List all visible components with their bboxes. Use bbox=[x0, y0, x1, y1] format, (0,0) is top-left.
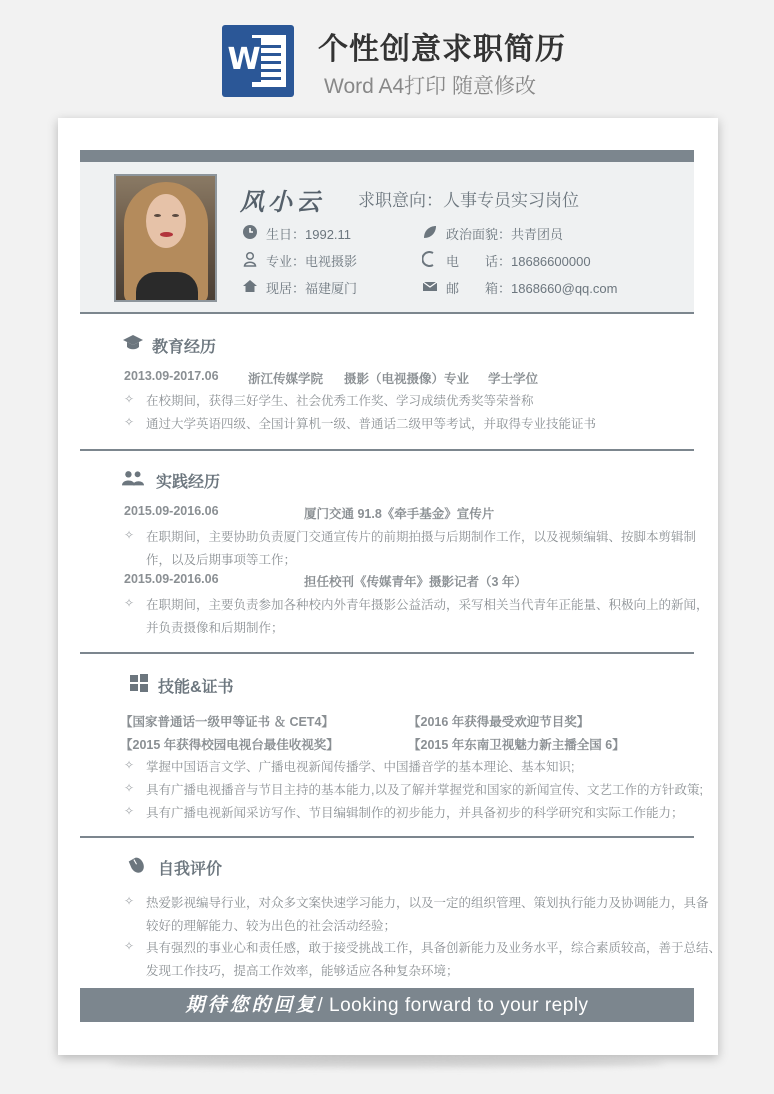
section-divider bbox=[80, 312, 694, 314]
word-logo-letter: W bbox=[227, 38, 261, 82]
phone-icon bbox=[422, 251, 438, 267]
practice-date-1: 2015.09-2016.06 bbox=[124, 504, 219, 518]
skill-bullet-2: 具有广播电视播音与节目主持的基本能力,以及了解并掌握党和国家的新闻宣传、文艺工作的方针政策; bbox=[146, 783, 703, 797]
practice-line-1b: 作，以及后期事项等工作； bbox=[146, 553, 297, 567]
mail-icon bbox=[422, 278, 438, 294]
practice-line-2b: 并负责摄像和后期制作； bbox=[146, 621, 284, 635]
cert-1: 【国家普通话一级甲等证书 ＆ CET4】 bbox=[120, 715, 334, 729]
bullet-icon: ✧ bbox=[124, 804, 135, 818]
bullet-icon: ✧ bbox=[124, 894, 135, 908]
candidate-name: 风小云 bbox=[240, 187, 324, 216]
user-icon bbox=[242, 251, 258, 267]
footer-cn: 期待您的回复 bbox=[185, 994, 318, 1016]
bullet-icon: ✧ bbox=[124, 392, 135, 406]
leaf-icon bbox=[422, 224, 438, 240]
word-logo-icon bbox=[222, 25, 294, 97]
residence-text: 现居：福建厦门 bbox=[266, 281, 358, 296]
profile-header bbox=[80, 162, 694, 312]
paper-shadow bbox=[110, 1058, 664, 1068]
practice-role-2: 担任校刊《传媒青年》摄影记者（3 年） bbox=[304, 575, 527, 589]
education-bullet-1: 在校期间，获得三好学生、社会优秀工作奖、学习成绩优秀奖等荣誉称 bbox=[146, 394, 534, 408]
section-divider bbox=[80, 836, 694, 838]
phone-text: 电 话：18686600000 bbox=[446, 254, 591, 269]
education-major: 摄影（电视摄像）专业 bbox=[344, 372, 470, 386]
section-divider bbox=[80, 449, 694, 451]
practice-date-2: 2015.09-2016.06 bbox=[124, 572, 219, 586]
cert-4: 【2015 年东南卫视魅力新主播全国 6】 bbox=[408, 738, 625, 752]
banner-subtitle: Word A4打印 随意修改 bbox=[324, 75, 536, 98]
graduation-cap-icon bbox=[122, 334, 144, 352]
cert-3: 【2015 年获得校园电视台最佳收视奖】 bbox=[120, 738, 339, 752]
bullet-icon: ✧ bbox=[124, 781, 135, 795]
practice-line-1a: 在职期间，主要协助负责厦门交通宣传片的前期拍摄与后期制作工作，以及视频编辑、按脚本剪辑制 bbox=[146, 530, 697, 544]
bullet-icon: ✧ bbox=[124, 758, 135, 772]
top-banner bbox=[0, 0, 774, 118]
section-divider bbox=[80, 652, 694, 654]
skill-bullet-3: 具有广播电视新闻采访写作、节目编辑制作的初步能力，并具备初步的科学研究和实际工作能力； bbox=[146, 806, 684, 820]
education-degree: 学士学位 bbox=[488, 372, 539, 386]
home-icon bbox=[242, 278, 258, 294]
education-date: 2013.09-2017.06 bbox=[124, 369, 219, 383]
practice-role-1: 厦门交通 91.8《牵手基金》宣传片 bbox=[304, 507, 495, 521]
bullet-icon: ✧ bbox=[124, 596, 135, 610]
resume-page: 风小云 求职意向：人事专员实习岗位 生日：1992.11 专业：电视摄影 现居：福建厦门 政治面貌：共青团员 电 话：18686600000 邮 箱：1868660@qq.com 教育经历 2013.09-2017.06 浙江传媒学院 摄影（电视摄像）专业 学士学位 ✧ 在校期间，获得三好学生、社会优秀工作奖、学习成绩优秀奖等荣誉称 ✧ 通过大学英语四级、全国计算机一级、普通话二级甲等考试，并取得专业技能证书 实践经历 2015.09-2016.06 厦门交通 91.8《牵手基金》宣传片 ✧ 在职期间，主要协助负责厦门交通宣传片的前期拍摄与后期制作工作，以及视频编辑、按脚本剪辑制 作，以及后期事项等工作； 2015.09-2016.06 担任校刊《传媒青年》摄影记者（3 年） ✧ 在职期间，主要负责参加各种校内外青年摄影公益活动，采写相关当代青年正能量、积极向上的新闻， 并负责摄像和后期制作； 技能&证书 【国家普通话一级甲等证书 ＆ CET4】 【2016 年获得最受欢迎节目奖】 【2015 年获得校园电视台最佳收视奖】 【2015 年东南卫视魅力新主播全国 6】 ✧ 掌握中国语言文学、广播电视新闻传播学、中国播音学的基本理论、基本知识; ✧ 具有广播电视播音与节目主持的基本能力,以及了解并掌握党和国家的新闻宣传、文艺工作的方针政策; ✧ 具有广播电视新闻采访写作、节目编辑制作的初步能力，并具备初步的科学研究和实际工作能力； 自我评价 ✧ 热爱影视编导行业，对众多文案快速学习能力，以及一定的组织管理、策划执行能力及协调能力，具备 较好的理解能力、较为出色的社会活动经验； ✧ 具有强烈的事业心和责任感，敢于接受挑战工作，具备创新能力及业务水平，综合素质较高，善于总结、 发现工作技巧，提高工作效率，能够适应各种复杂环境； 期待您的回复/ Looking forward to your reply bbox=[58, 118, 718, 1055]
birth-text: 生日：1992.11 bbox=[266, 227, 352, 242]
practice-line-2a: 在职期间，主要负责参加各种校内外青年摄影公益活动，采写相关当代青年正能量、积极向上的新闻， bbox=[146, 598, 709, 612]
bullet-icon: ✧ bbox=[124, 939, 135, 953]
self-line-1b: 较好的理解能力、较为出色的社会活动经验； bbox=[146, 919, 397, 933]
email-text: 邮 箱：1868660@qq.com bbox=[446, 281, 618, 296]
job-intent: 求职意向：人事专员实习岗位 bbox=[358, 191, 579, 210]
self-line-2a: 具有强烈的事业心和责任感，敢于接受挑战工作，具备创新能力及业务水平，综合素质较高，善于总结、 bbox=[146, 941, 722, 955]
cert-2: 【2016 年获得最受欢迎节目奖】 bbox=[408, 715, 590, 729]
footer-en: / Looking forward to your reply bbox=[317, 995, 589, 1016]
bullet-icon: ✧ bbox=[124, 528, 135, 542]
education-bullet-2: 通过大学英语四级、全国计算机一级、普通话二级甲等考试，并取得专业技能证书 bbox=[146, 417, 597, 431]
clock-icon bbox=[242, 224, 258, 240]
self-line-2b: 发现工作技巧，提高工作效率，能够适应各种复杂环境； bbox=[146, 964, 459, 978]
team-icon bbox=[122, 469, 144, 487]
profile-photo bbox=[114, 174, 217, 302]
footer-bar bbox=[80, 988, 694, 1022]
top-accent-bar bbox=[80, 150, 694, 162]
bullet-icon: ✧ bbox=[124, 415, 135, 429]
banner-title: 个性创意求职简历 bbox=[318, 33, 566, 66]
windows-icon bbox=[128, 674, 150, 692]
skill-bullet-1: 掌握中国语言文学、广播电视新闻传播学、中国播音学的基本理论、基本知识; bbox=[146, 760, 575, 774]
self-line-1a: 热爱影视编导行业，对众多文案快速学习能力，以及一定的组织管理、策划执行能力及协调能力，具备 bbox=[146, 896, 709, 910]
politics-text: 政治面貌：共青团员 bbox=[446, 227, 564, 242]
education-school: 浙江传媒学院 bbox=[248, 372, 324, 386]
major-text: 专业：电视摄影 bbox=[266, 254, 358, 269]
mouse-icon bbox=[126, 856, 148, 874]
